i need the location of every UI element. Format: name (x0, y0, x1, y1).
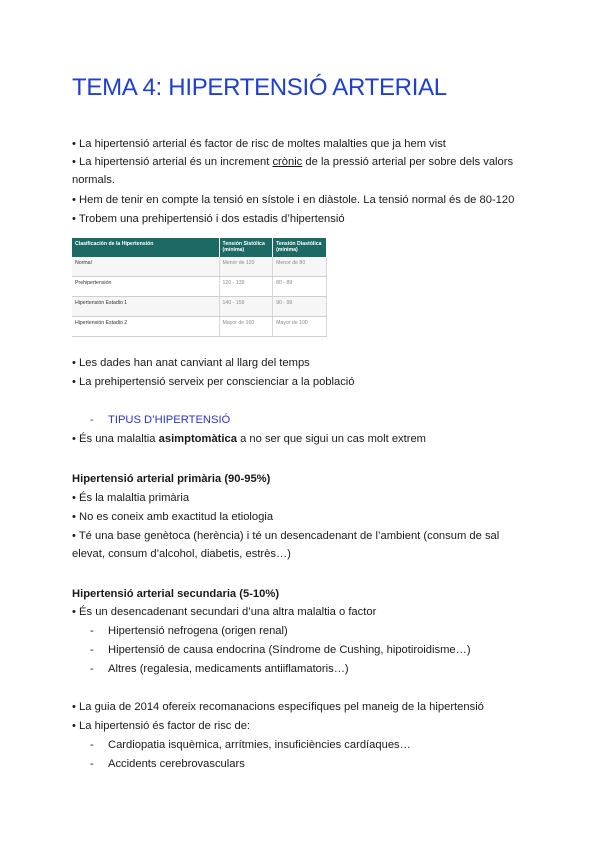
secundaria-bullet-1: • És un desencadenant secundari d’una altra malaltia o factor (72, 606, 377, 618)
table-header-cell: Tensión Sistólica (mínima) (219, 238, 273, 257)
dash-marker: - (90, 644, 94, 656)
tipus-bullet-1 (72, 430, 426, 448)
intro-bullet-3: • Hem de tenir en compte la tensió en sístole i en diàstole. La tensió normal és de 80-120 (72, 194, 515, 206)
table-row (72, 296, 327, 316)
table-header-cell: Clasificación de la Hipertensión (72, 238, 219, 257)
intro-bullet-4: • Trobem una prehipertensió i dos estadis d’hipertensió (72, 213, 345, 225)
final-bullet-2: • La hipertensió és factor de risc de: (72, 720, 251, 732)
table-row (72, 257, 327, 277)
underlined-word: crònic (272, 156, 303, 168)
list-item-text: Hipertensió de causa endocrina (Síndrome de Cushing, hipotiroidisme…) (108, 644, 471, 656)
table-cell: Mayor de 100 (273, 316, 327, 336)
page-title: TEMA 4: HIPERTENSIÓ ARTERIAL (72, 74, 447, 101)
section-heading-tipus (90, 411, 230, 429)
intro-bullet-2-post: de la pressió arterial per sobre dels valors (302, 156, 514, 168)
section-heading-tipus-text: TIPUS D’HIPERTENSIÓ (108, 414, 231, 426)
table-cell: Hipertensión Estadio 1 (72, 296, 219, 316)
primaria-bullet-1: • És la malaltia primària (72, 492, 190, 504)
list-item (90, 641, 471, 659)
dash-marker: - (90, 663, 94, 675)
intro-bullet-2-pre: • La hipertensió arterial és un increment (72, 156, 273, 168)
bold-term: asimptomàtica (158, 433, 237, 445)
intro-bullet-2 (72, 153, 513, 171)
list-item-text: Cardiopatia isquèmica, arrítmies, insuficiències cardíaques… (108, 739, 411, 751)
table-cell: Hipertensión Estadio 2 (72, 316, 219, 336)
table-cell: 90 - 99 (273, 296, 327, 316)
dash-marker: - (90, 414, 94, 426)
list-item (90, 622, 288, 640)
table-cell: Mayor de 160 (219, 316, 273, 336)
tipus-bullet-1-pre: • És una malaltia (72, 433, 159, 445)
list-item (90, 755, 245, 773)
heading-primaria: Hipertensió arterial primària (90-95%) (72, 473, 271, 485)
primaria-bullet-3: • Té una base genètoca (herència) i té un desencadenant de l’ambient (consum de sal elevat, consum d’alcohol, diabetis, estrès…) (72, 530, 500, 560)
table-cell: Prehipertensión (72, 276, 219, 296)
list-item-text: Hipertensió nefrogena (origen renal) (108, 625, 288, 637)
after-table-bullet-2: • La prehipertensió serveix per conscienciar a la població (72, 376, 355, 388)
table-header-cell: Tensión Diastólica (mínima) (273, 238, 327, 257)
list-item-text: Accidents cerebrovasculars (108, 758, 245, 770)
intro-bullet-1: • La hipertensió arterial és factor de risc de moltes malalties que ja hem vist (72, 138, 446, 150)
table-cell: Menor de 80 (273, 257, 327, 277)
blood-pressure-table (72, 238, 327, 337)
final-bullet-1: • La guia de 2014 ofereix recomanacions específiques pel maneig de la hipertensió (72, 701, 484, 713)
primaria-bullet-2: • No es coneix amb exactitud la etiologia (72, 511, 274, 523)
after-table-bullet-1: • Les dades han anat canviant al llarg del temps (72, 357, 310, 369)
dash-marker: - (90, 758, 94, 770)
table-row (72, 316, 327, 336)
list-item-text: Altres (regalesia, medicaments antiiflamatoris…) (108, 663, 349, 675)
table-cell: Menor de 120 (219, 257, 273, 277)
table-cell: 140 - 159 (219, 296, 273, 316)
table-cell: Normal (72, 257, 219, 277)
heading-secundaria: Hipertensió arterial secundaria (5-10%) (72, 588, 280, 600)
tipus-bullet-1-post: a no ser que sigui un cas molt extrem (236, 433, 427, 445)
table-row (72, 276, 327, 296)
dash-marker: - (90, 739, 94, 751)
dash-marker: - (90, 625, 94, 637)
table-header-row (72, 238, 327, 257)
intro-bullet-2-cont: normals. (72, 174, 115, 186)
table-cell: 120 - 139 (219, 276, 273, 296)
table-cell: 80 - 89 (273, 276, 327, 296)
list-item (90, 736, 411, 754)
list-item (90, 660, 349, 678)
